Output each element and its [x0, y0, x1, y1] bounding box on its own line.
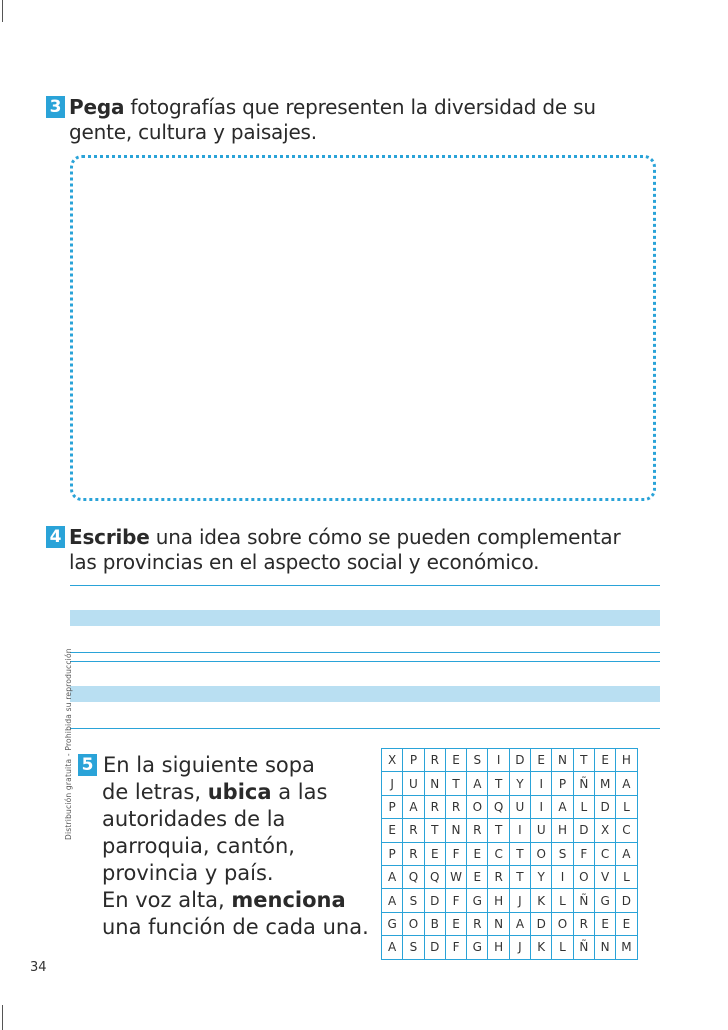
word-search-cell[interactable]: H [552, 819, 573, 842]
word-search-cell[interactable]: E [594, 912, 615, 935]
writing-band-1[interactable] [70, 610, 660, 626]
word-search-cell[interactable]: I [531, 795, 552, 818]
word-search-cell[interactable]: Ñ [573, 889, 594, 912]
word-search-cell[interactable]: L [552, 889, 573, 912]
word-search-cell[interactable]: X [594, 819, 615, 842]
word-search-cell[interactable]: K [531, 889, 552, 912]
page-number: 34 [30, 960, 47, 975]
word-search-cell[interactable]: P [403, 749, 424, 772]
word-search-cell[interactable]: L [616, 865, 637, 888]
task-5-verb-menciona: menciona [231, 888, 346, 912]
word-search-cell[interactable]: J [382, 772, 403, 795]
word-search-cell[interactable]: I [509, 819, 530, 842]
word-search-cell[interactable]: T [488, 772, 509, 795]
word-search-cell[interactable]: A [382, 889, 403, 912]
word-search-cell[interactable]: N [424, 772, 445, 795]
word-search-cell[interactable]: H [488, 889, 509, 912]
word-search-cell[interactable]: P [382, 795, 403, 818]
word-search-row [382, 772, 638, 795]
word-search-cell[interactable]: D [509, 749, 530, 772]
word-search-cell[interactable]: Q [424, 865, 445, 888]
word-search-cell[interactable]: F [445, 936, 466, 959]
word-search-cell[interactable]: C [616, 819, 637, 842]
word-search-cell[interactable]: D [531, 912, 552, 935]
word-search-cell[interactable]: A [616, 772, 637, 795]
word-search-cell[interactable]: D [616, 889, 637, 912]
task-3-line2: gente, cultura y paisajes. [69, 120, 317, 144]
crop-mark-bottom [2, 1005, 3, 1030]
task-5-line1: En la siguiente sopa [103, 753, 315, 777]
word-search-cell[interactable]: E [616, 912, 637, 935]
photo-paste-area[interactable] [70, 155, 656, 501]
word-search-cell[interactable]: E [445, 749, 466, 772]
word-search-cell[interactable]: E [445, 912, 466, 935]
task-4-verb: Escribe [69, 525, 150, 549]
word-search-cell[interactable]: D [424, 936, 445, 959]
word-search-cell[interactable]: X [382, 749, 403, 772]
word-search-cell[interactable]: E [467, 842, 488, 865]
word-search-cell[interactable]: A [552, 795, 573, 818]
word-search-cell[interactable]: C [594, 842, 615, 865]
word-search-cell[interactable]: F [445, 889, 466, 912]
word-search-cell[interactable]: V [594, 865, 615, 888]
word-search-cell[interactable]: A [382, 936, 403, 959]
word-search-cell[interactable]: T [573, 749, 594, 772]
task-5-verb-ubica: ubica [207, 780, 272, 804]
word-search-row [382, 889, 638, 912]
word-search-cell[interactable]: N [594, 936, 615, 959]
word-search-cell[interactable]: N [552, 749, 573, 772]
word-search-cell[interactable]: R [424, 749, 445, 772]
word-search-cell[interactable]: D [594, 795, 615, 818]
word-search-cell[interactable]: K [531, 936, 552, 959]
word-search-cell[interactable]: R [573, 912, 594, 935]
task-4-line1: una idea sobre cómo se pueden complementar [149, 525, 621, 549]
word-search-cell[interactable]: L [616, 795, 637, 818]
word-search-cell[interactable]: G [382, 912, 403, 935]
word-search-cell[interactable]: O [573, 865, 594, 888]
word-search-row [382, 865, 638, 888]
word-search-cell[interactable]: A [509, 912, 530, 935]
word-search-cell[interactable]: T [445, 772, 466, 795]
task-5-instruction [78, 752, 369, 941]
writing-band-2[interactable] [70, 686, 660, 702]
word-search-cell[interactable]: A [403, 795, 424, 818]
word-search-cell[interactable]: T [509, 842, 530, 865]
word-search-cell[interactable]: S [552, 842, 573, 865]
word-search-cell[interactable]: G [467, 889, 488, 912]
word-search-cell[interactable]: G [594, 889, 615, 912]
word-search-cell[interactable]: E [424, 842, 445, 865]
word-search-cell[interactable]: M [616, 936, 637, 959]
word-search-cell[interactable]: P [552, 772, 573, 795]
word-search-cell[interactable]: S [403, 889, 424, 912]
crop-mark-top [2, 0, 3, 22]
task-5-line4: parroquia, cantón, [102, 834, 295, 858]
word-search-cell[interactable]: E [382, 819, 403, 842]
writing-line-1[interactable] [70, 585, 660, 586]
word-search-cell[interactable]: B [424, 912, 445, 935]
word-search-cell[interactable]: S [403, 936, 424, 959]
word-search-cell[interactable]: S [467, 749, 488, 772]
word-search-cell[interactable]: R [467, 912, 488, 935]
word-search-cell[interactable]: D [573, 819, 594, 842]
word-search-cell[interactable]: Ñ [573, 936, 594, 959]
word-search-cell[interactable]: H [488, 936, 509, 959]
word-search-cell[interactable]: R [403, 819, 424, 842]
sidebar-copyright: Distribución gratuita - Prohibida su reproducción [64, 648, 73, 840]
word-search-cell[interactable]: U [403, 772, 424, 795]
word-search-cell[interactable]: O [403, 912, 424, 935]
word-search-cell[interactable]: H [616, 749, 637, 772]
word-search-cell[interactable]: R [488, 865, 509, 888]
word-search-cell[interactable]: A [382, 865, 403, 888]
word-search-cell[interactable]: M [594, 772, 615, 795]
word-search-cell[interactable]: A [616, 842, 637, 865]
word-search-cell[interactable]: N [488, 912, 509, 935]
word-search-cell[interactable]: F [445, 842, 466, 865]
task-5-line2-post: a las [271, 780, 328, 804]
word-search-cell[interactable]: U [509, 795, 530, 818]
word-search-cell[interactable]: E [531, 749, 552, 772]
word-search-cell[interactable]: E [594, 749, 615, 772]
word-search-cell[interactable]: N [445, 819, 466, 842]
task-5-line5: provincia y país. [102, 861, 274, 885]
word-search-cell[interactable]: O [467, 795, 488, 818]
writing-line-3[interactable] [70, 661, 660, 662]
word-search-cell[interactable]: C [488, 842, 509, 865]
word-search-cell[interactable]: W [445, 865, 466, 888]
word-search-row [382, 912, 638, 935]
word-search-cell[interactable]: Y [509, 772, 530, 795]
word-search-cell[interactable]: R [403, 842, 424, 865]
word-search-cell[interactable]: J [509, 936, 530, 959]
word-search-cell[interactable]: Q [488, 795, 509, 818]
word-search-cell[interactable]: G [467, 936, 488, 959]
word-search-row [382, 819, 638, 842]
word-search-cell[interactable]: L [552, 936, 573, 959]
word-search-cell[interactable]: O [531, 842, 552, 865]
word-search-cell[interactable]: F [573, 842, 594, 865]
writing-line-2[interactable] [70, 652, 660, 653]
task-5-badge: 5 [78, 754, 97, 776]
word-search-cell[interactable]: R [467, 819, 488, 842]
word-search-row [382, 749, 638, 772]
word-search-row [382, 842, 638, 865]
word-search-row [382, 795, 638, 818]
word-search-cell[interactable]: O [552, 912, 573, 935]
word-search-cell[interactable]: U [531, 819, 552, 842]
word-search-cell[interactable]: I [531, 772, 552, 795]
word-search-cell[interactable]: I [552, 865, 573, 888]
task-3-line1: fotografías que representen la diversidad de su [124, 95, 596, 119]
word-search-cell[interactable]: L [573, 795, 594, 818]
task-4-badge: 4 [46, 526, 65, 548]
task-3-verb: Pega [69, 95, 125, 119]
task-5-line7: una función de cada una. [102, 915, 369, 939]
task-5-line6-pre: En voz alta, [102, 888, 232, 912]
word-search-grid[interactable] [381, 748, 638, 960]
task-5-line2-pre: de letras, [102, 780, 208, 804]
word-search-cell[interactable]: R [445, 795, 466, 818]
word-search-cell[interactable]: J [509, 889, 530, 912]
word-search-cell[interactable]: T [509, 865, 530, 888]
task-5-line3: autoridades de la [102, 807, 286, 831]
writing-line-4[interactable] [70, 728, 660, 729]
word-search-cell[interactable]: A [467, 772, 488, 795]
word-search-cell[interactable]: T [488, 819, 509, 842]
word-search-cell[interactable]: Ñ [573, 772, 594, 795]
word-search-cell[interactable]: E [467, 865, 488, 888]
word-search-cell[interactable]: P [382, 842, 403, 865]
word-search-cell[interactable]: R [424, 795, 445, 818]
task-4-line2: las provincias en el aspecto social y económico. [69, 550, 540, 574]
word-search-cell[interactable]: D [424, 889, 445, 912]
word-search-cell[interactable]: Q [403, 865, 424, 888]
word-search-cell[interactable]: I [488, 749, 509, 772]
word-search-cell[interactable]: T [424, 819, 445, 842]
task-3-instruction [46, 95, 596, 145]
word-search-cell[interactable]: Y [531, 865, 552, 888]
task-3-badge: 3 [46, 96, 65, 118]
task-4-instruction [46, 525, 620, 575]
word-search-row [382, 936, 638, 959]
